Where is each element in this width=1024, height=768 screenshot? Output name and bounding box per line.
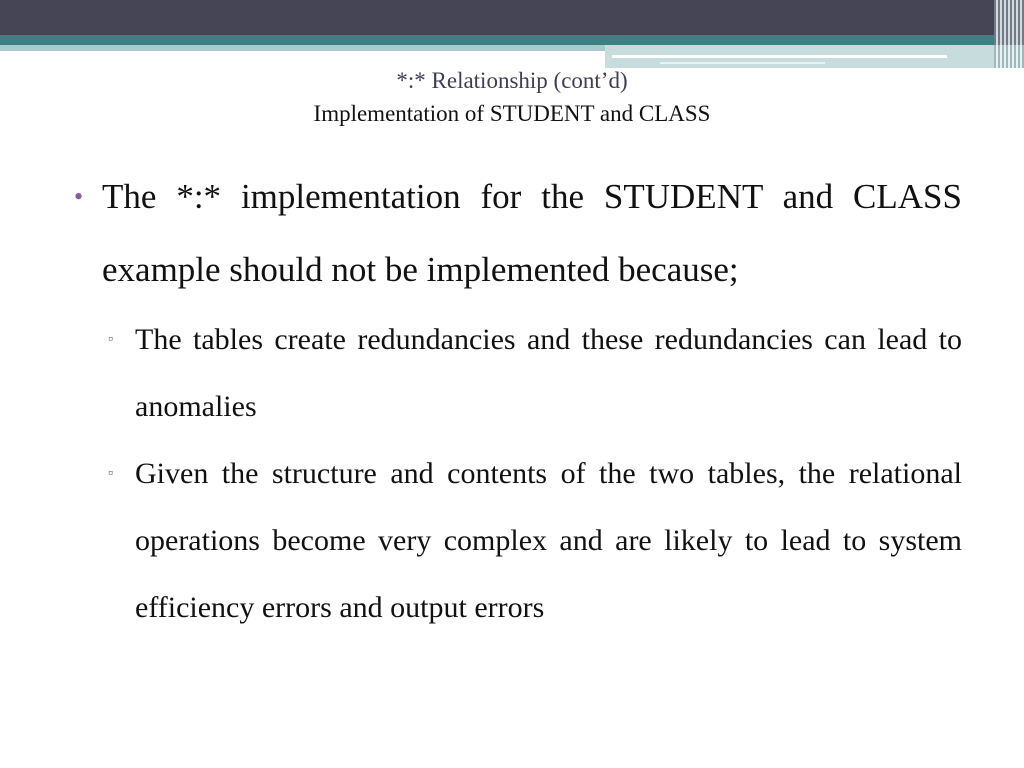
main-bullet xyxy=(70,160,962,306)
sub-bullet-text: Given the structure and contents of the two tables, the relational operations become very complex and are likely to lead to system efficiency errors and output errors xyxy=(135,457,962,624)
title-line-1: *:* Relationship (cont’d) xyxy=(396,68,628,93)
sub-bullet xyxy=(102,440,962,641)
slide-title xyxy=(0,64,1024,130)
sub-bullet xyxy=(102,306,962,440)
header-dark-band xyxy=(0,0,1024,35)
main-bullet-text: The *:* implementation for the STUDENT and CLASS example should not be implemented because; xyxy=(102,177,962,289)
sub-bullet-square-icon: ▫ xyxy=(108,332,113,347)
header-teal-band xyxy=(0,35,1024,45)
bullet-dot-icon: • xyxy=(74,182,84,211)
header-light-band xyxy=(0,45,605,51)
title-line-2: Implementation of STUDENT and CLASS xyxy=(313,101,711,126)
header-accent-line xyxy=(612,55,947,58)
sub-bullet-text: The tables create redundancies and these redundancies can lead to anomalies xyxy=(135,323,962,423)
slide-body xyxy=(70,160,962,641)
sub-bullet-square-icon: ▫ xyxy=(108,466,113,481)
